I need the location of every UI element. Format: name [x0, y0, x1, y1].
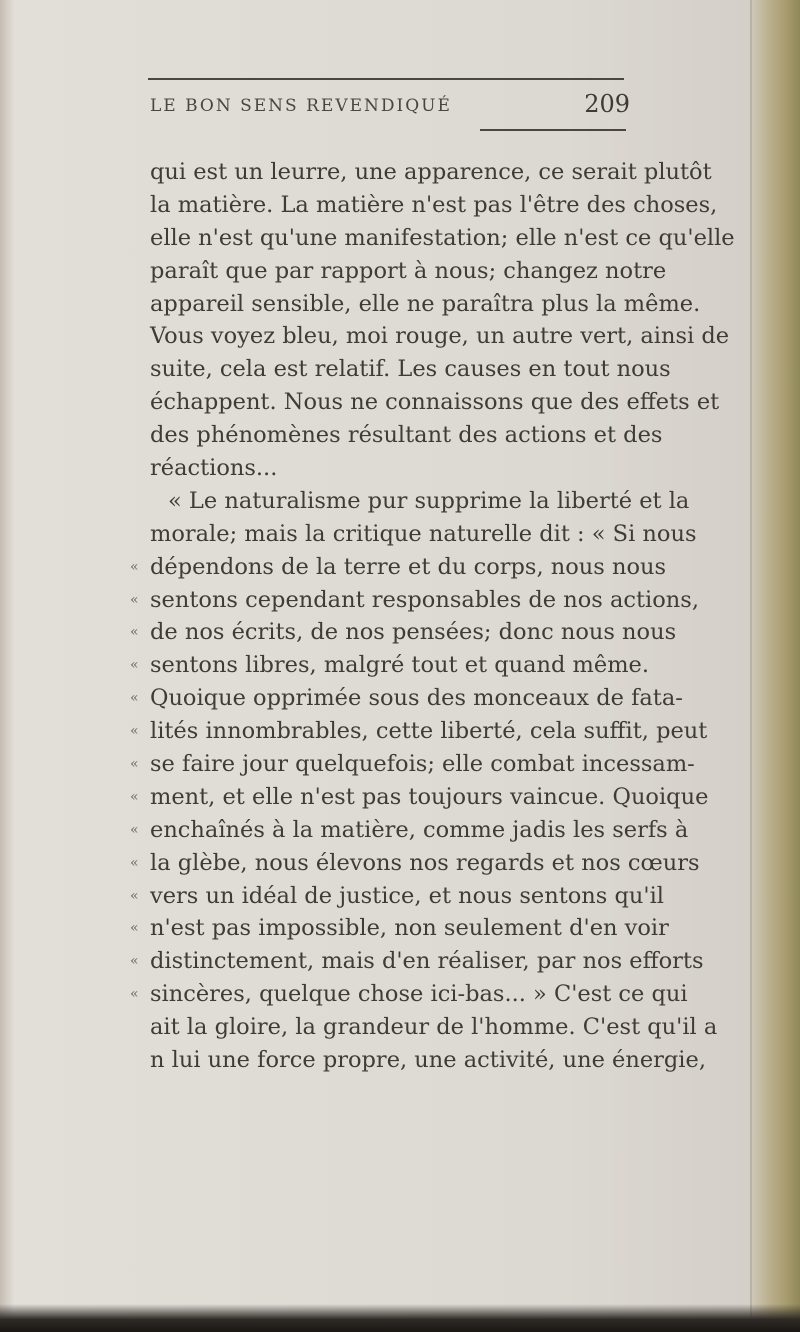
text-line: sincères, quelque chose ici-bas... » C'est ce qui — [150, 981, 688, 1008]
quote-mark: « — [130, 657, 139, 674]
text-line: dépendons de la terre et du corps, nous nous — [150, 553, 667, 580]
text-line: de nos écrits, de nos pensées; donc nous nous — [150, 619, 677, 646]
body-text — [150, 156, 735, 1077]
text-line: enchaînés à la matière, comme jadis les serfs à — [150, 816, 689, 843]
quote-mark: « — [130, 887, 139, 904]
text-line: n'est pas impossible, non seulement d'en voir — [150, 915, 669, 942]
quote-mark: « — [130, 690, 139, 707]
quote-mark: « — [130, 624, 139, 641]
quote-mark: « — [130, 920, 139, 937]
quote-mark: « — [130, 821, 139, 838]
text-line: distinctement, mais d'en réaliser, par nos efforts — [150, 948, 704, 975]
header-rule-bottom — [480, 129, 626, 131]
text-line: paraît que par rapport à nous; changez notre — [150, 257, 667, 284]
text-line: lités innombrables, cette liberté, cela suffit, peut — [150, 718, 708, 745]
text-line: sentons libres, malgré tout et quand même. — [150, 652, 650, 679]
page-number: 209 — [584, 90, 630, 118]
quote-mark: « — [130, 986, 139, 1003]
page-bottom-edge — [0, 1304, 800, 1332]
header-rule-top — [148, 78, 624, 80]
text-line: morale; mais la critique naturelle dit : « Si nous — [150, 520, 697, 547]
text-line: n lui une force propre, une activité, une énergie, — [150, 1047, 706, 1074]
text-line: la matière. La matière n'est pas l'être des choses, — [150, 191, 718, 218]
text-line: ait la gloire, la grandeur de l'homme. C'est qu'il a — [150, 1014, 718, 1041]
text-line: vers un idéal de justice, et nous sentons qu'il — [150, 882, 664, 909]
text-line: sentons cependant responsables de nos actions, — [150, 586, 699, 613]
binding-shadow — [0, 0, 14, 1332]
text-line: échappent. Nous ne connaissons que des effets et — [150, 389, 720, 416]
quote-mark: « — [130, 756, 139, 773]
text-line: des phénomènes résultant des actions et des — [150, 422, 663, 449]
quote-mark: « — [130, 953, 139, 970]
text-line: la glèbe, nous élevons nos regards et nos cœurs — [150, 849, 700, 876]
text-line: réactions... — [150, 455, 278, 482]
quote-mark: « — [130, 591, 139, 608]
text-line: Quoique opprimée sous des monceaux de fata- — [150, 685, 683, 712]
text-line: se faire jour quelquefois; elle combat incessam- — [150, 751, 695, 778]
text-line: elle n'est qu'une manifestation; elle n'est ce qu'elle — [150, 224, 735, 251]
quote-mark: « — [130, 854, 139, 871]
text-line: « Le naturalisme pur supprime la liberté et la — [168, 487, 690, 514]
text-line: appareil sensible, elle ne paraîtra plus la même. — [150, 290, 701, 317]
adjacent-page-edge — [752, 0, 800, 1332]
running-head: LE BON SENS REVENDIQUÉ — [150, 96, 452, 116]
text-line: ment, et elle n'est pas toujours vaincue. Quoique — [150, 783, 709, 810]
quote-mark: « — [130, 788, 139, 805]
quote-mark: « — [130, 723, 139, 740]
text-line: Vous voyez bleu, moi rouge, un autre vert, ainsi de — [150, 323, 730, 350]
quote-margin-marks — [130, 156, 150, 1011]
text-line: suite, cela est relatif. Les causes en tout nous — [150, 356, 671, 383]
page-header — [150, 82, 630, 122]
quote-mark: « — [130, 558, 139, 575]
text-line: qui est un leurre, une apparence, ce serait plutôt — [150, 159, 712, 185]
